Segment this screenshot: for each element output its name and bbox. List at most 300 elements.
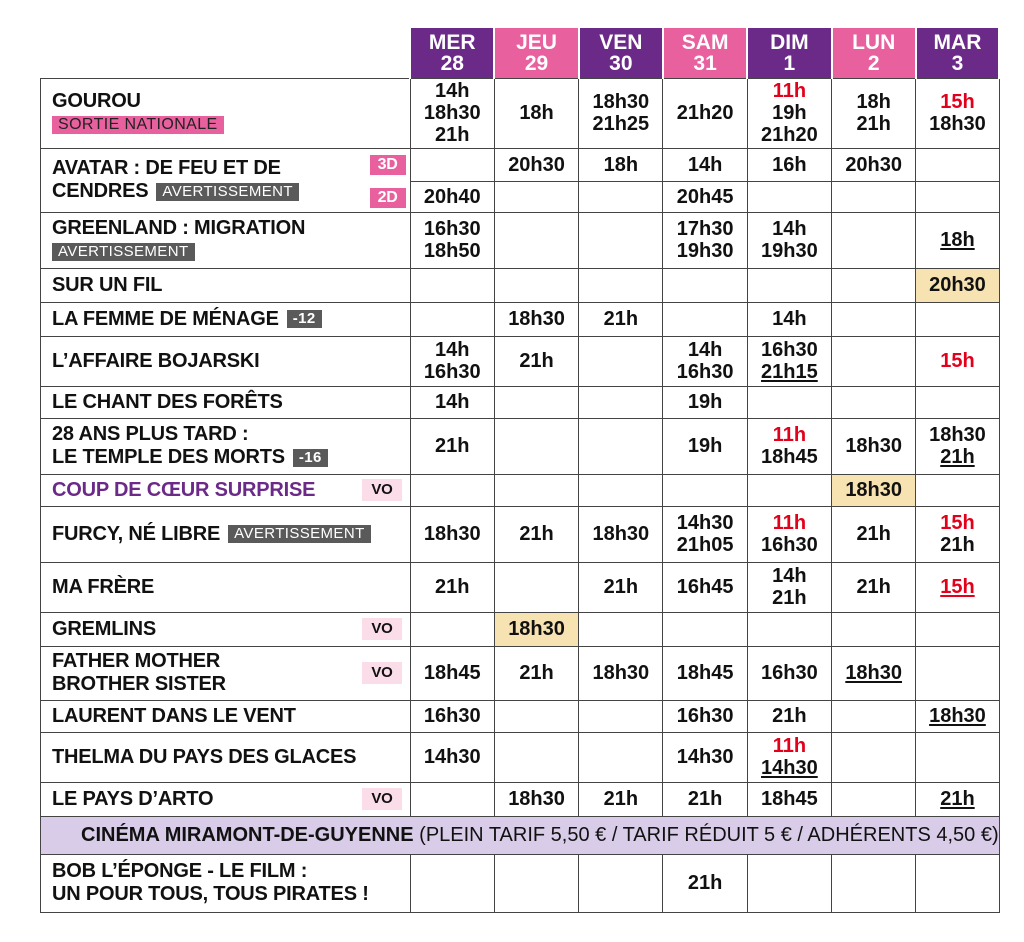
showtime-cell <box>579 506 663 562</box>
showtime: 21h20 <box>676 102 734 124</box>
showtime: 21h <box>772 587 807 609</box>
warning-badge: AVERTISSEMENT <box>228 525 371 543</box>
film-title-text: MA FRÈRE <box>52 575 155 598</box>
film-row <box>41 418 1000 474</box>
film-title-line <box>52 576 154 599</box>
film-title-text: COUP DE CŒUR SURPRISE <box>52 478 316 501</box>
film-title-wrap <box>52 523 402 546</box>
showtime-cell <box>579 386 663 418</box>
showtime: 14h <box>772 218 807 240</box>
showtime-cell <box>832 562 916 612</box>
film-title <box>52 618 156 641</box>
film-title-line <box>52 746 356 769</box>
film-title-line <box>52 788 213 811</box>
film-title-cell <box>41 506 411 562</box>
film-title-line <box>52 217 305 240</box>
showtime-cell <box>494 418 578 474</box>
showtime: 21h <box>519 350 554 372</box>
showtime-cell <box>747 418 831 474</box>
showtime-cell <box>916 212 999 268</box>
film-title-cell <box>41 562 411 612</box>
showtime-cell <box>916 562 999 612</box>
day-name: VEN <box>599 30 643 54</box>
film-title-line <box>52 523 371 546</box>
film-title-text: GREMLINS <box>52 617 156 640</box>
showtime-cell <box>916 854 999 912</box>
showtime: 21h <box>940 788 975 810</box>
showtime-cell <box>494 854 578 912</box>
showtime-cell <box>747 646 831 700</box>
showtime: 18h30 <box>592 662 650 684</box>
showtime-cell <box>663 212 747 268</box>
day-name: DIM <box>770 30 809 54</box>
age-rating-badge: -12 <box>287 310 322 328</box>
film-title-line <box>52 446 328 469</box>
showtime-cell <box>832 148 916 181</box>
showtime: 21h <box>603 788 639 810</box>
showtime-cell <box>410 732 494 782</box>
showtime-cell <box>832 181 916 212</box>
showtime: 14h <box>435 339 470 361</box>
showtime-cell <box>494 562 578 612</box>
showtime: 11h <box>772 735 807 757</box>
showtime-cell <box>832 700 916 732</box>
showtime: 18h30 <box>423 523 481 545</box>
showtime: 14h30 <box>761 757 818 779</box>
showtime: 18h <box>856 91 891 113</box>
showtime-cell <box>663 78 747 148</box>
vo-badge: VO <box>362 662 401 684</box>
film-title-line <box>52 673 226 696</box>
vo-badge: VO <box>362 788 401 810</box>
showtime: 20h45 <box>676 185 734 208</box>
warning-badge: AVERTISSEMENT <box>156 183 299 201</box>
showtime-cell <box>747 386 831 418</box>
showtime: 14h <box>435 391 470 413</box>
film-row <box>41 212 1000 268</box>
film-title-text: LE CHANT DES FORÊTS <box>52 390 283 413</box>
film-row <box>41 646 1000 700</box>
showtime-cell <box>410 612 494 646</box>
showtime-cell <box>494 148 578 181</box>
showtime: 14h <box>687 339 723 361</box>
showtime: 21h <box>603 308 639 330</box>
film-title-line <box>52 391 283 414</box>
showtime: 18h30 <box>508 788 565 810</box>
film-title-line: AVATAR : DE FEU ET DE <box>52 157 281 179</box>
showtime: 17h30 <box>676 218 734 240</box>
showtime-cell <box>579 562 663 612</box>
showtime-cell <box>916 268 999 302</box>
showtime-cell <box>916 732 999 782</box>
showtime-cell <box>410 181 494 212</box>
film-title-wrap <box>52 576 402 599</box>
showtime: 16h <box>772 153 807 176</box>
showtime-cell <box>747 854 831 912</box>
film-title-wrap <box>52 746 402 769</box>
film-title-line <box>52 308 322 331</box>
showtime: 21h <box>435 124 470 146</box>
showtime-cell <box>663 612 747 646</box>
showtime: 11h <box>772 512 807 534</box>
film-title-text: FURCY, NÉ LIBRE <box>52 522 221 545</box>
showtime-cell <box>747 336 831 386</box>
showtime-cell <box>663 782 747 816</box>
film-title-line <box>52 90 224 113</box>
showtime: 20h30 <box>845 153 903 176</box>
showtime-cell <box>494 700 578 732</box>
showtime-cell <box>579 181 663 212</box>
showtime: 18h30 <box>845 479 903 501</box>
film-title-cell <box>41 474 411 506</box>
showtime: 18h30 <box>423 102 481 124</box>
schedule-table <box>40 28 1000 913</box>
showtime: 16h30 <box>423 218 481 240</box>
format-2d-badge: 2D <box>370 188 406 208</box>
film-title <box>52 523 371 546</box>
film-title-cell <box>41 386 411 418</box>
showtime-cell <box>410 562 494 612</box>
showtime-cell <box>916 612 999 646</box>
film-title-tag-line <box>52 113 224 136</box>
showtime: 21h <box>687 788 723 810</box>
showtime-cell <box>832 78 916 148</box>
film-title-cell <box>41 268 411 302</box>
showtime: 21h <box>856 523 891 545</box>
day-number: 28 <box>440 51 464 75</box>
showtime-cell <box>410 474 494 506</box>
showtime: 18h45 <box>761 788 818 810</box>
day-name: SAM <box>681 30 729 54</box>
showtime-cell <box>663 646 747 700</box>
showtime: 18h45 <box>676 662 734 684</box>
showtime: 19h <box>687 391 723 413</box>
day-number: 1 <box>783 51 796 75</box>
film-title <box>52 157 402 203</box>
showtime: 18h30 <box>929 424 986 446</box>
showtime-cell <box>832 506 916 562</box>
showtime-cell <box>410 212 494 268</box>
showtime-cell <box>410 302 494 336</box>
showtime: 21h15 <box>761 361 818 383</box>
warning-badge: AVERTISSEMENT <box>52 243 195 261</box>
age-rating-badge: -16 <box>293 449 328 467</box>
showtime-cell <box>663 854 747 912</box>
film-title-cell <box>41 418 411 474</box>
showtime: 18h45 <box>761 446 818 468</box>
showtime-cell <box>494 782 578 816</box>
showtime-cell <box>832 386 916 418</box>
film-title-wrap <box>52 274 402 297</box>
day-number: 30 <box>609 51 633 75</box>
film-title-text: GOUROU <box>52 90 141 112</box>
film-title <box>52 217 305 263</box>
showtime-cell <box>579 612 663 646</box>
showtime: 21h <box>519 662 554 684</box>
showtime: 19h30 <box>761 240 818 262</box>
film-row <box>41 782 1000 816</box>
showtime-cell <box>494 268 578 302</box>
showtime-cell <box>916 302 999 336</box>
film-row <box>41 302 1000 336</box>
showtime: 18h30 <box>592 523 650 545</box>
film-title-cell <box>41 212 411 268</box>
day-header-jeu <box>494 28 578 78</box>
showtime-cell <box>663 506 747 562</box>
day-name: MER <box>428 30 476 54</box>
film-title-cell <box>41 732 411 782</box>
showtime: 21h <box>856 113 891 135</box>
film-row <box>41 474 1000 506</box>
showtime: 18h50 <box>423 240 481 262</box>
film-title-text: LA FEMME DE MÉNAGE <box>52 307 279 330</box>
showtime-cell <box>410 782 494 816</box>
showtime-cell <box>832 418 916 474</box>
film-title-line: 28 ANS PLUS TARD : <box>52 423 249 445</box>
film-title <box>52 90 224 136</box>
showtime-cell <box>747 612 831 646</box>
showtime-cell <box>410 854 494 912</box>
vo-badge: VO <box>362 618 401 640</box>
showtime-cell <box>747 474 831 506</box>
film-title-cell <box>41 336 411 386</box>
film-title-line <box>52 180 402 203</box>
cinema-prices: (PLEIN TARIF 5,50 € / TARIF RÉDUIT 5 € / ADHÉRENTS 4,50 €) <box>419 824 999 846</box>
showtime-cell <box>579 854 663 912</box>
showtime-cell <box>916 782 999 816</box>
showtime: 16h30 <box>423 705 481 727</box>
showtime: 21h <box>435 576 470 598</box>
showtime: 21h <box>940 534 975 556</box>
showtime-cell <box>747 562 831 612</box>
film-title <box>52 479 315 502</box>
film-title <box>52 576 154 599</box>
showtime: 18h30 <box>508 618 565 640</box>
film-title-wrap <box>52 479 402 502</box>
film-title-line <box>52 274 162 297</box>
showtime-cell <box>663 148 747 181</box>
showtime: 21h <box>772 705 807 727</box>
showtime: 21h25 <box>592 113 650 135</box>
showtime-cell <box>747 148 831 181</box>
header-empty-corner <box>41 28 411 78</box>
showtime-cell <box>747 181 831 212</box>
film-title-cell <box>41 78 411 148</box>
showtime-cell <box>494 506 578 562</box>
film-row <box>41 562 1000 612</box>
showtime-cell <box>663 386 747 418</box>
showtime-cell <box>494 612 578 646</box>
film-title-wrap <box>52 650 402 696</box>
film-row <box>41 612 1000 646</box>
showtime-cell <box>579 302 663 336</box>
showtime: 21h <box>435 435 470 457</box>
showtime: 16h30 <box>761 662 818 684</box>
film-row <box>41 700 1000 732</box>
film-title <box>52 423 328 469</box>
day-name: MAR <box>933 30 982 54</box>
showtime-cell <box>579 646 663 700</box>
showtime-cell <box>494 474 578 506</box>
showtime-cell <box>410 646 494 700</box>
day-header-mer <box>410 28 494 78</box>
showtime-cell <box>832 646 916 700</box>
showtime-cell <box>916 386 999 418</box>
showtime-cell <box>410 268 494 302</box>
film-title-tag-line <box>52 240 305 263</box>
showtime-cell <box>747 302 831 336</box>
day-header-lun <box>832 28 916 78</box>
day-header-mar <box>916 28 999 78</box>
showtime: 14h30 <box>423 746 481 768</box>
showtime-cell <box>579 782 663 816</box>
showtime-cell <box>832 336 916 386</box>
showtime: 18h45 <box>423 662 481 684</box>
showtime-cell <box>410 700 494 732</box>
showtime: 21h <box>519 523 554 545</box>
showtime: 20h30 <box>929 274 986 296</box>
film-title-line: BOB L’ÉPONGE - LE FILM : <box>52 860 308 882</box>
film-title-text: LE PAYS D’ARTO <box>52 787 214 810</box>
showtime-cell <box>916 418 999 474</box>
showtime-cell <box>494 78 578 148</box>
showtime: 18h30 <box>929 113 986 135</box>
showtime: 15h <box>940 91 975 113</box>
day-header-ven <box>579 28 663 78</box>
cinema-name: CINÉMA MIRAMONT-DE-GUYENNE <box>81 824 414 846</box>
film-title-cell <box>41 646 411 700</box>
film-title-text: LAURENT DANS LE VENT <box>52 704 296 727</box>
showtime: 18h <box>940 229 975 251</box>
film-title-text: L’AFFAIRE BOJARSKI <box>52 349 260 372</box>
showtime: 18h <box>519 102 554 124</box>
showtime-cell <box>832 782 916 816</box>
showtime-cell <box>663 562 747 612</box>
showtime: 19h <box>687 435 723 457</box>
showtime-cell <box>663 302 747 336</box>
vo-badge: VO <box>362 479 401 501</box>
showtime-cell <box>747 732 831 782</box>
showtime: 14h <box>772 308 807 330</box>
showtime-cell <box>663 181 747 212</box>
day-name: LUN <box>852 30 896 54</box>
day-number: 29 <box>524 51 549 75</box>
film-title-line <box>52 705 296 728</box>
showtime-cell <box>916 336 999 386</box>
film-title <box>52 788 213 811</box>
showtime-cell <box>916 181 999 212</box>
showtime-cell <box>410 386 494 418</box>
film-title-wrap <box>52 618 402 641</box>
film-title-line2: BROTHER SISTER <box>52 673 226 695</box>
showtime-cell <box>832 612 916 646</box>
showtime-cell <box>579 474 663 506</box>
showtime-cell <box>663 418 747 474</box>
showtime: 15h <box>940 350 975 372</box>
showtime: 21h <box>603 576 639 598</box>
showtime: 20h40 <box>423 185 481 208</box>
showtime: 19h <box>772 102 807 124</box>
showtime-cell <box>410 336 494 386</box>
film-title-line <box>52 618 156 641</box>
showtime: 21h <box>940 446 975 468</box>
film-row <box>41 732 1000 782</box>
showtime-cell <box>832 732 916 782</box>
showtime-cell <box>747 268 831 302</box>
film-title-cell <box>41 782 411 816</box>
showtime: 21h <box>856 576 891 598</box>
showtime: 14h <box>687 153 723 176</box>
film-title <box>52 308 322 331</box>
day-number: 31 <box>693 51 717 75</box>
film-title-line: UN POUR TOUS, TOUS PIRATES ! <box>52 883 369 905</box>
showtime-cell <box>832 474 916 506</box>
showtime-cell <box>410 148 494 181</box>
film-title-text: GREENLAND : MIGRATION <box>52 217 306 239</box>
film-title <box>52 650 226 696</box>
film-title-line: FATHER MOTHER <box>52 650 221 672</box>
showtime-cell <box>663 336 747 386</box>
showtime: 11h <box>772 424 807 446</box>
film-title-wrap <box>52 90 402 136</box>
showtime: 18h30 <box>845 435 903 457</box>
film-title-cell <box>41 700 411 732</box>
showtime-cell <box>663 268 747 302</box>
showtime-cell <box>747 78 831 148</box>
showtime: 21h <box>687 872 723 894</box>
showtime: 20h30 <box>508 153 565 176</box>
showtime-cell <box>494 302 578 336</box>
film-row <box>41 854 1000 912</box>
showtime: 16h30 <box>423 361 481 383</box>
film-title <box>52 274 162 297</box>
sortie-nationale-badge: SORTIE NATIONALE <box>52 116 224 134</box>
showtime-cell <box>747 506 831 562</box>
showtime-cell <box>832 268 916 302</box>
film-title <box>52 746 356 769</box>
showtime-cell <box>579 78 663 148</box>
cinema-info-row <box>41 816 1000 854</box>
film-title-cell <box>41 302 411 336</box>
showtime-cell <box>916 506 999 562</box>
film-title-line2: LE TEMPLE DES MORTS <box>52 446 285 468</box>
film-title-text: THELMA DU PAYS DES GLACES <box>52 745 357 768</box>
showtime-cell <box>916 78 999 148</box>
showtime-cell <box>410 506 494 562</box>
film-title <box>52 350 260 373</box>
day-number: 3 <box>951 51 964 75</box>
showtime-cell <box>494 212 578 268</box>
format-3d-badge: 3D <box>370 155 406 175</box>
showtime-cell <box>916 646 999 700</box>
showtime-cell <box>579 212 663 268</box>
showtime: 16h30 <box>676 705 734 727</box>
showtime-cell <box>494 646 578 700</box>
showtime: 16h30 <box>676 361 734 383</box>
showtime: 18h30 <box>592 91 650 113</box>
film-title-cell <box>41 148 411 212</box>
showtime-cell <box>747 782 831 816</box>
film-title-wrap <box>52 308 402 331</box>
film-title-cell <box>41 612 411 646</box>
film-title-wrap <box>52 423 402 469</box>
film-title-wrap <box>52 217 402 263</box>
film-row <box>41 336 1000 386</box>
film-title <box>52 391 283 414</box>
film-title-wrap <box>52 788 402 811</box>
showtime-cell <box>916 700 999 732</box>
showtime: 15h <box>940 512 975 534</box>
